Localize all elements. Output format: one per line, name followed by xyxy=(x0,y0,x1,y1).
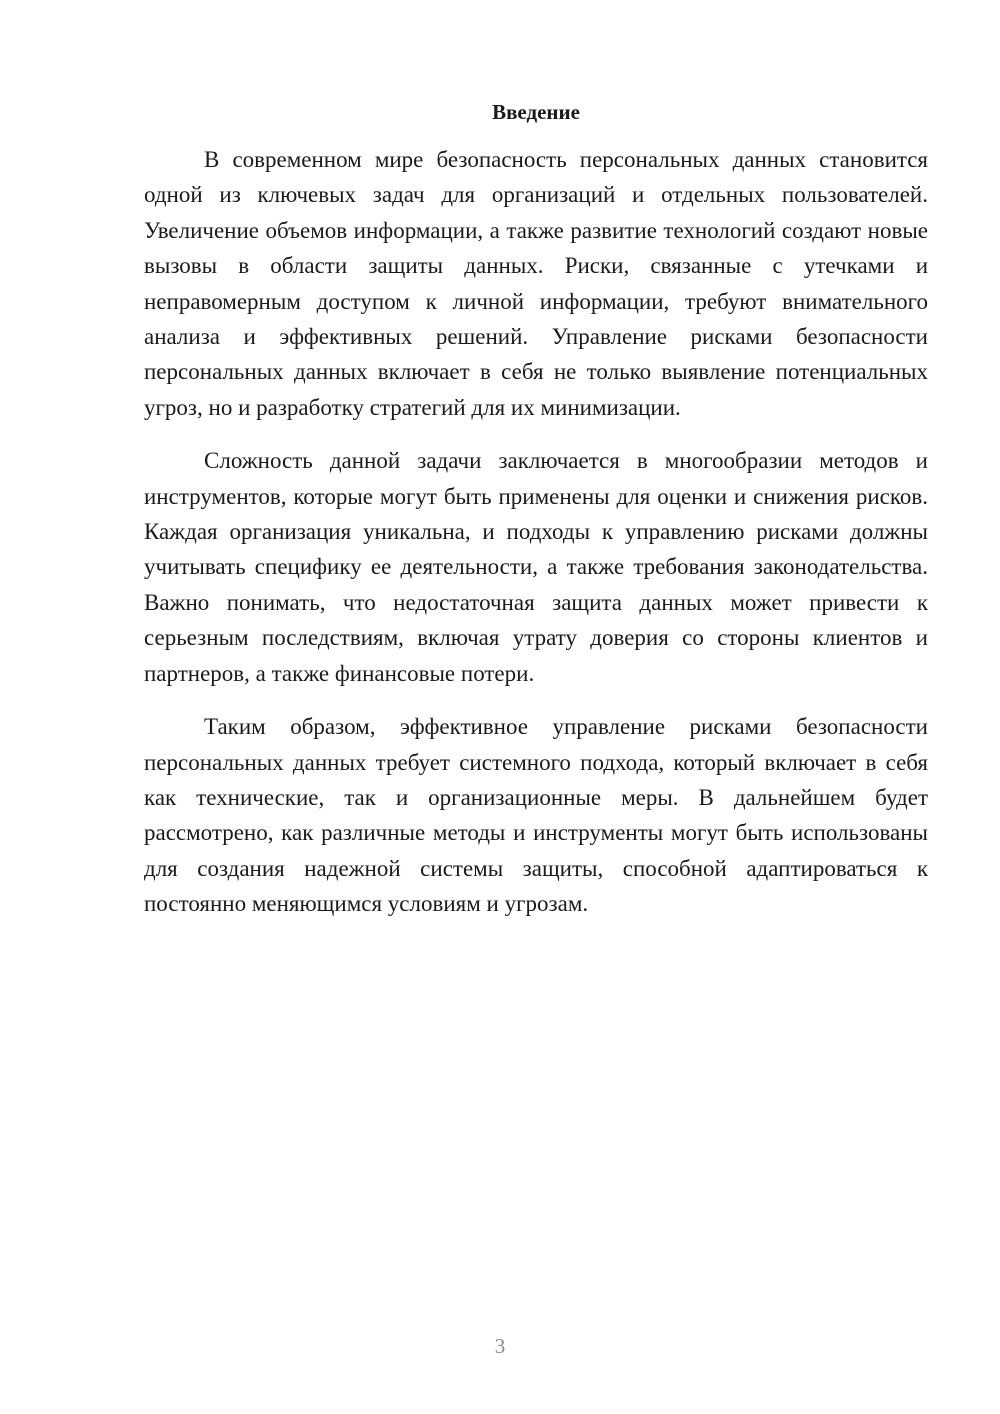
section-heading: Введение xyxy=(492,100,580,124)
paragraph-2: Сложность данной задачи заключается в многообразии методов и инструментов, которые могут быть применены для оценки и снижения рисков. Каждая организация уникальна, и подходы к управлению рисками должны учитывать специфику ее деятельности, а также требования законодательства. Важно понимать, что недостаточная защита данных может привести к серьезным последствиям, включая утрату доверия со стороны клиентов и партнеров, а также финансовые потери. xyxy=(144,448,928,686)
body-text xyxy=(144,142,928,940)
paragraph-3: Таким образом, эффективное управление рисками безопасности персональных данных требует системного подхода, который включает в себя как технические, так и организационные меры. В дальнейшем будет рассмотрено, как различные методы и инструменты могут быть использованы для создания надежной системы защиты, способной адаптироваться к постоянно меняющимся условиям и угрозам. xyxy=(144,714,928,917)
paragraph-1: В современном мире безопасность персональных данных становится одной из ключевых задач для организаций и отдельных пользователей. Увеличение объемов информации, а также развитие технологий создают новые вызовы в области защиты данных. Риски, связанные с утечками и неправомерным доступом к личной информации, требуют внимательного анализа и эффективных решений. Управление рисками безопасности персональных данных включает в себя не только выявление потенциальных угроз, но и разработку стратегий для их минимизации. xyxy=(144,147,928,420)
page-number: 3 xyxy=(494,1334,506,1358)
